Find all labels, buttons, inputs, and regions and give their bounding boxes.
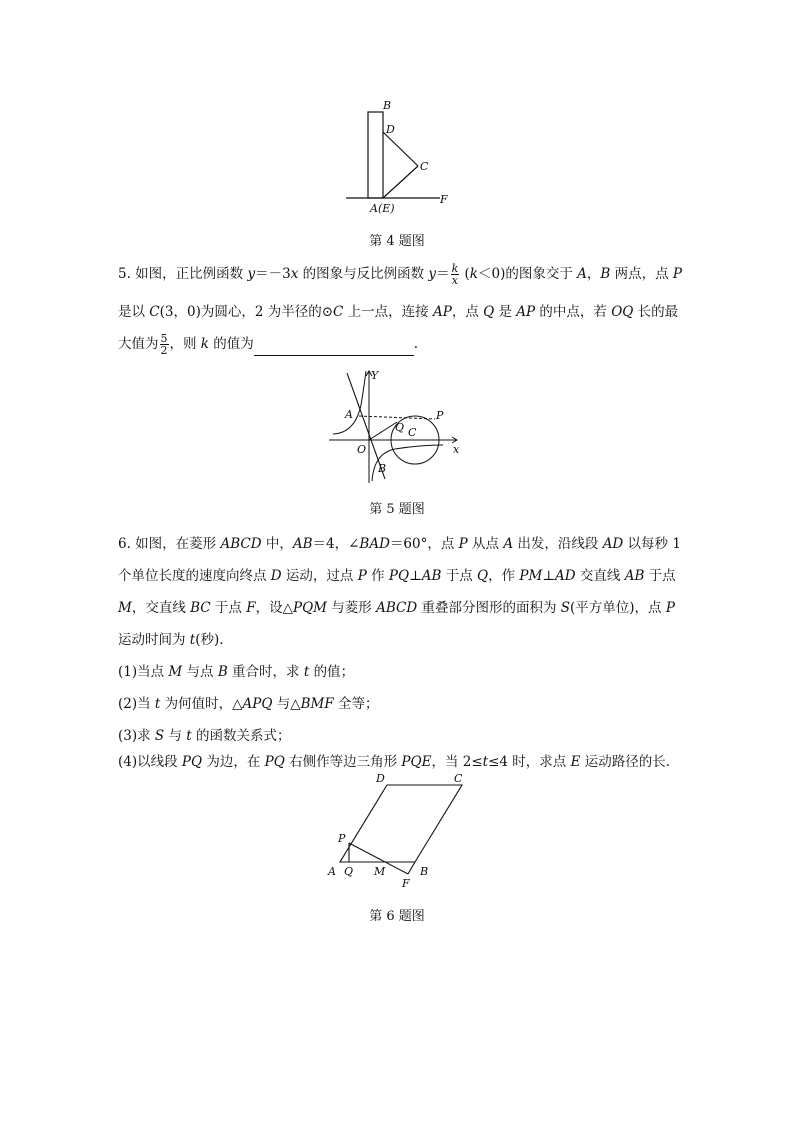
math-var: AB (624, 568, 645, 584)
fig6-segment-bf (408, 862, 415, 874)
math-var: M (118, 600, 132, 616)
q6-line-1 (118, 532, 681, 552)
fig5-label-x: x (453, 443, 460, 456)
text: 重叠部分图形的面积为 (417, 600, 561, 616)
text: ，则 (169, 336, 201, 352)
math-var: PQM (293, 600, 327, 616)
math-var: P (672, 266, 682, 282)
fraction-denominator: 2 (160, 344, 168, 357)
text: 作 (366, 568, 389, 584)
text: 是以 (118, 304, 150, 320)
text: 与菱形 (326, 600, 377, 616)
math-var: AP (516, 304, 536, 320)
text: ，点 (451, 304, 484, 320)
text: 从点 (467, 536, 504, 552)
fig4-pole (368, 112, 383, 198)
fig6-label-f: F (402, 877, 410, 890)
text: 两点，点 (610, 266, 673, 282)
math-var: A (503, 536, 514, 552)
q6-line-2 (118, 564, 676, 584)
fig4-label-d: D (386, 123, 395, 136)
math-var: P (665, 600, 675, 616)
text: 运动时间为 (118, 632, 190, 648)
figure-6 (320, 770, 480, 892)
math-var: A (577, 266, 587, 282)
math-var: P (357, 568, 367, 584)
math-var: APQ (242, 696, 273, 712)
text: ⊥ (409, 568, 422, 584)
text: 大值为 (118, 336, 159, 352)
text: ，作 (488, 568, 520, 584)
text: 重合时，求 (227, 664, 304, 680)
math-var: AB (292, 536, 313, 552)
math-var: t (186, 728, 192, 744)
text: 的函数关系式； (191, 728, 291, 744)
text: 为何值时，△ (160, 696, 243, 712)
text: ，当 2≤ (431, 754, 483, 770)
text: 是 (494, 304, 517, 320)
math-var: Q (477, 568, 489, 584)
math-var: AD (555, 568, 576, 584)
q5-line-2 (118, 300, 678, 320)
figure-5 (325, 365, 465, 487)
text: 5. 如图，正比例函数 (118, 266, 248, 282)
math-var: AB (421, 568, 442, 584)
text: 右侧作等边三角形 (284, 754, 402, 770)
text: ( (460, 266, 470, 282)
fraction-k-over-x (451, 263, 460, 286)
math-var: t (303, 664, 310, 680)
text: ＝－3 (255, 266, 291, 282)
text: 以每秒 1 (623, 536, 681, 552)
math-var: AD (602, 536, 624, 552)
text: 与点 (182, 664, 218, 680)
math-var: ABCD (376, 600, 418, 616)
math-var: Q (483, 304, 495, 320)
math-var: M (168, 664, 183, 680)
q6-line-4 (118, 628, 224, 648)
math-var: PM (519, 568, 543, 584)
text: 于点 (644, 568, 676, 584)
fig5-label-q: Q (395, 421, 405, 434)
text: 与 (164, 728, 187, 744)
text: 6. 如图，在菱形 (118, 536, 221, 552)
fig6-label-p: P (338, 832, 346, 845)
math-var: y (428, 266, 437, 282)
text: (2)当 (118, 696, 155, 712)
text: 全等； (333, 696, 379, 712)
text: 中， (261, 536, 293, 552)
fraction-5-over-2 (160, 333, 169, 356)
text: 长的最 (633, 304, 679, 320)
q6-subquestion-4 (118, 750, 670, 770)
fig6-label-q: Q (344, 865, 354, 878)
math-var: PQ (388, 568, 410, 584)
text: (3)求 (118, 728, 155, 744)
fig6-label-m: M (374, 865, 386, 878)
math-var: S (154, 728, 165, 744)
text: 的图象与反比例函数 (298, 266, 429, 282)
q5-line-1 (118, 262, 682, 286)
fig6-label-d: D (376, 772, 385, 785)
fig4-segment-dc (383, 132, 418, 166)
text: 个单位长度的速度向终点 (118, 568, 271, 584)
q6-subquestion-1 (118, 660, 354, 680)
math-var: t (482, 754, 489, 770)
math-var: y (247, 266, 256, 282)
fig5-label-o: O (357, 443, 367, 456)
math-var: BMF (300, 696, 334, 712)
fig6-label-b: B (420, 865, 429, 878)
math-var: ABCD (220, 536, 262, 552)
fig4-label-ae: A(E) (370, 202, 395, 215)
figure-4 (330, 95, 470, 220)
text: 运动路径的长. (580, 754, 671, 770)
math-var: t (154, 696, 161, 712)
math-var: x (290, 266, 299, 282)
math-var: k (469, 266, 478, 282)
q6-subquestion-2 (118, 692, 379, 712)
fig6-label-a: A (328, 865, 336, 878)
text: 运动，过点 (281, 568, 358, 584)
q5-line-3 (118, 332, 418, 356)
text: 交直线 (575, 568, 625, 584)
text: ，设△ (255, 600, 293, 616)
math-var: E (570, 754, 581, 770)
fig5-label-c: C (408, 426, 417, 439)
text: ⊥ (542, 568, 556, 584)
fig4-caption: 第 4 题图 (369, 234, 425, 249)
text: 为边，在 (202, 754, 265, 770)
text: ＝4，∠ (312, 536, 360, 552)
text: (3，0)为圆心，2 为半径的⊙ (159, 304, 334, 320)
fraction-numerator: 5 (160, 332, 168, 345)
text: 出发，沿线段 (513, 536, 603, 552)
math-var: D (270, 568, 282, 584)
text: ＜0)的图象交于 (477, 266, 578, 282)
text: 于点 (441, 568, 478, 584)
math-var: C (149, 304, 160, 320)
text: 的值为 (208, 336, 254, 352)
fig6-label-c: C (454, 772, 463, 785)
text: 于点 (210, 600, 247, 616)
fig6-caption: 第 6 题图 (369, 909, 425, 924)
text: ， (586, 266, 601, 282)
text: 的值； (309, 664, 355, 680)
text: 的中点，若 (535, 304, 612, 320)
math-var: P (458, 536, 468, 552)
q6-line-3 (118, 596, 675, 616)
math-var: B (217, 664, 228, 680)
text: (平方单位)，点 (570, 600, 666, 616)
text: . (413, 336, 419, 352)
math-var: PQ (181, 754, 203, 770)
math-var: k (200, 336, 209, 352)
text: ，交直线 (131, 600, 191, 616)
fig5-label-p: P (436, 409, 444, 422)
math-var: BAD (359, 536, 390, 552)
math-var: PQE (401, 754, 432, 770)
fraction-numerator: k (451, 262, 459, 275)
fig4-label-f: F (440, 193, 448, 206)
math-var: AP (432, 304, 452, 320)
fig5-label-y: Y (371, 369, 379, 382)
answer-blank (254, 343, 414, 356)
fig4-label-c: C (420, 160, 429, 173)
fig5-label-a: A (345, 408, 353, 421)
fraction-denominator: x (451, 274, 458, 287)
q6-subquestion-3 (118, 724, 291, 744)
math-var: S (560, 600, 570, 616)
fig5-label-b: B (378, 462, 387, 475)
math-var: BC (190, 600, 211, 616)
math-var: PQ (264, 754, 285, 770)
fig5-caption: 第 5 题图 (369, 502, 425, 517)
math-var: t (189, 632, 196, 648)
math-var: OQ (611, 304, 634, 320)
text: (秒). (195, 632, 224, 648)
text: (4)以线段 (118, 754, 182, 770)
text: 上一点，连接 (343, 304, 433, 320)
text: (1)当点 (118, 664, 169, 680)
text: ≤4 时，求点 (488, 754, 571, 770)
fig4-segment-ca (383, 166, 418, 198)
math-var: B (600, 266, 611, 282)
fig6-rhombus-abcd (340, 785, 462, 862)
math-var: C (333, 304, 344, 320)
text: ＝60°，点 (389, 536, 459, 552)
text: ＝ (436, 266, 450, 282)
fig4-label-b: B (383, 99, 392, 112)
text: 与△ (272, 696, 301, 712)
math-var: F (246, 600, 256, 616)
